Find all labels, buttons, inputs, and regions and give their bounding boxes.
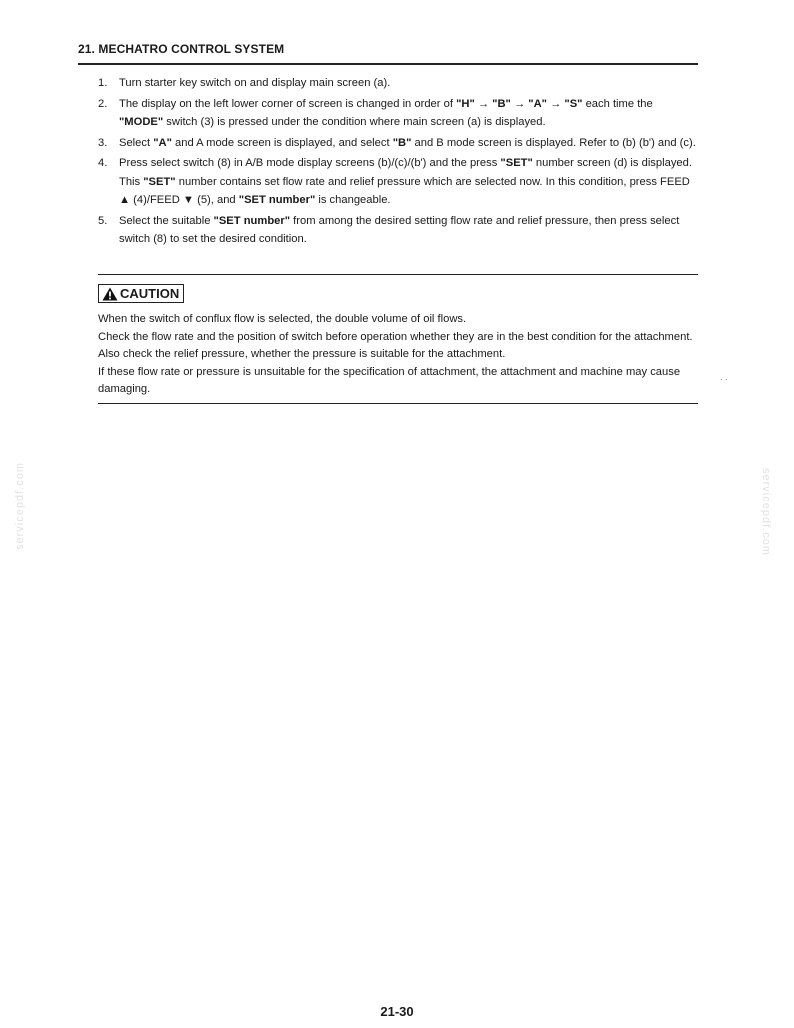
step-keyword: "SET"	[143, 175, 176, 188]
step-text-run: switch (3) is pressed under the condition where main screen (a) is displayed.	[163, 116, 546, 128]
procedure-step	[98, 74, 698, 93]
step-keyword: "H"	[456, 97, 475, 110]
step-number: 4.	[98, 157, 108, 169]
header-rule	[78, 63, 698, 65]
step-text	[119, 95, 698, 132]
watermark-right: servicepdf.com	[760, 468, 772, 556]
caution-text	[98, 311, 698, 399]
scan-speck: . .	[720, 372, 728, 382]
step-text-run: each time the	[582, 97, 653, 110]
step-text-run: →	[510, 97, 529, 110]
step-text-run: number screen (d) is displayed. This	[119, 157, 692, 188]
step-text-run: →	[474, 97, 493, 110]
watermark-left: servicepdf.com	[14, 462, 26, 550]
procedure-step	[98, 95, 698, 132]
step-text-run: Turn starter key switch on and display main screen (a).	[119, 77, 391, 89]
step-text-run: Select	[119, 136, 154, 149]
step-text	[119, 154, 698, 210]
step-keyword: "A"	[528, 97, 547, 110]
section-title: 21. MECHATRO CONTROL SYSTEM	[78, 42, 285, 56]
step-text-run: and A mode screen is displayed, and select	[171, 136, 393, 149]
step-keyword: "S"	[564, 97, 583, 110]
step-text-run: Press select switch (8) in A/B mode display screens (b)/(c)/(b') and the press	[119, 157, 501, 169]
warning-triangle-icon	[102, 287, 118, 301]
procedure-step	[98, 154, 698, 210]
step-text-run: →	[546, 97, 565, 110]
caution-bottom-rule	[98, 403, 698, 404]
step-text	[119, 134, 698, 153]
step-keyword: "SET number"	[238, 194, 316, 206]
step-keyword: "B"	[392, 136, 412, 149]
page-number: 21-30	[380, 1004, 414, 1019]
step-keyword: "B"	[492, 97, 511, 110]
step-number: 2.	[98, 97, 108, 110]
step-keyword: "SET"	[500, 157, 533, 169]
caution-line: When the switch of conflux flow is selected, the double volume of oil flows.	[98, 313, 467, 325]
caution-badge	[98, 284, 184, 303]
step-number: 3.	[98, 136, 108, 149]
step-text	[119, 212, 698, 249]
step-keyword: "A"	[153, 136, 172, 149]
caution-label: CAUTION	[120, 286, 180, 301]
step-keyword: "SET number"	[213, 214, 291, 227]
step-text-run: Select the suitable	[119, 214, 214, 227]
procedure-step	[98, 212, 698, 249]
caution-line: Check the flow rate and the position of switch before operation whether they are in the best condition for the attachment. Also check the relief pressure, whether the pressure is suitable for the attachment.	[98, 330, 693, 360]
procedure-steps	[98, 74, 698, 251]
step-number: 5.	[98, 214, 108, 227]
step-text	[119, 74, 698, 93]
step-text-run: The display on the left lower corner of screen is changed in order of	[119, 97, 457, 110]
step-text-run: from among the desired setting flow rate and relief pressure, then press select switch (8) to set the desired condition.	[119, 214, 680, 245]
caution-line: If these flow rate or pressure is unsuitable for the specification of attachment, the attachment and machine may cause damaging.	[98, 365, 681, 395]
step-text-run: and B mode screen is displayed. Refer to (b) (b') and (c).	[411, 136, 696, 149]
step-keyword: "MODE"	[119, 116, 164, 128]
step-text-run: number contains set flow rate and relief pressure which are selected now. In this condition, press FEED ▲ (4)/FEED ▼ (5), and	[119, 175, 690, 206]
procedure-step	[98, 134, 698, 153]
step-text-run: is changeable.	[315, 194, 391, 206]
step-number: 1.	[98, 77, 108, 89]
caution-top-rule	[98, 274, 698, 275]
